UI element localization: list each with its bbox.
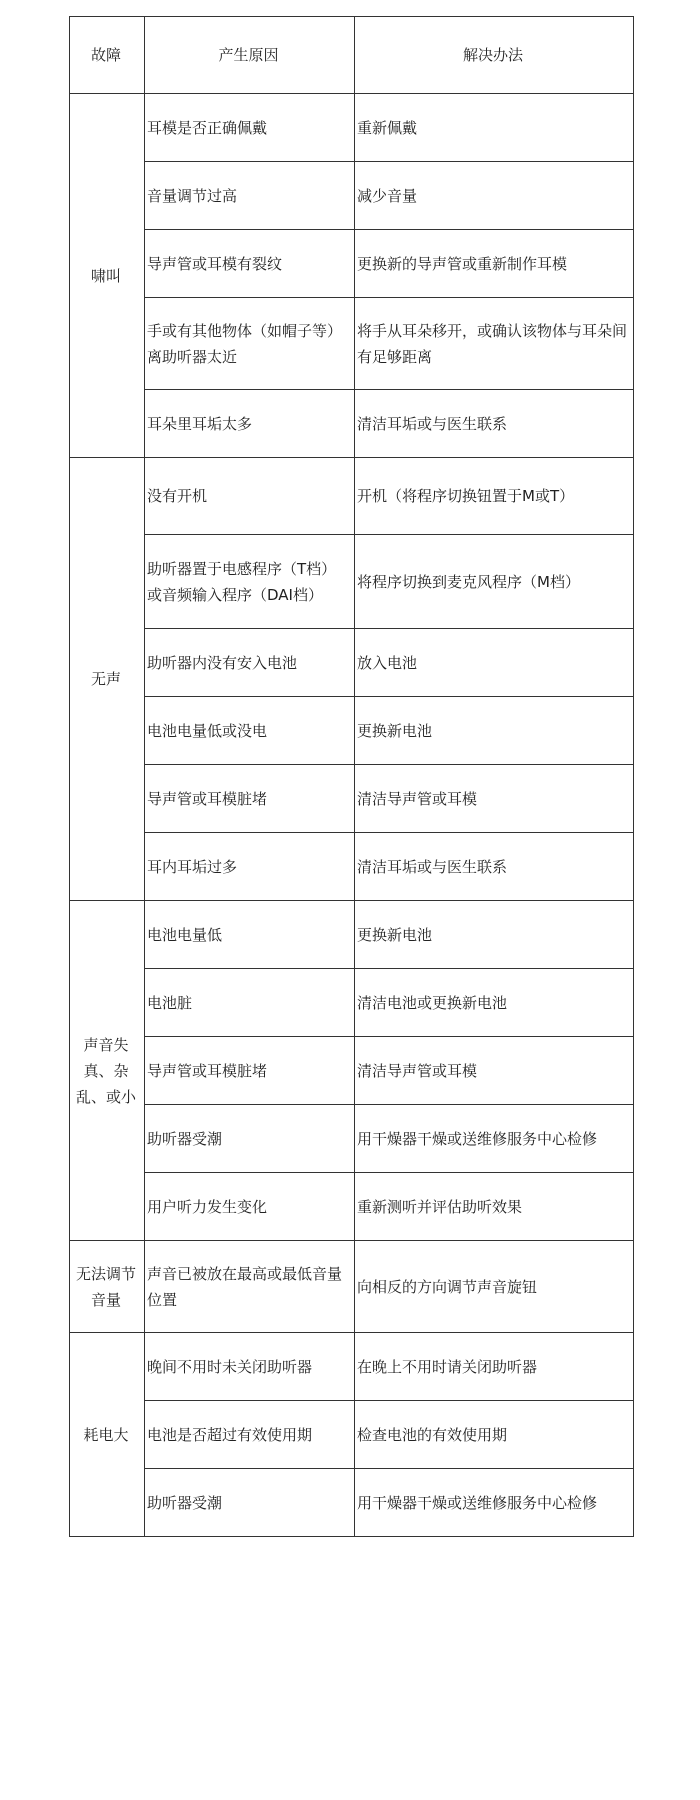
table-row (70, 765, 634, 833)
table-row (70, 901, 634, 969)
table-row (70, 230, 634, 298)
table-row (70, 969, 634, 1037)
solution-cell: 清洁电池或更换新电池 (355, 969, 634, 1037)
table-body (70, 94, 634, 1537)
table-row (70, 1333, 634, 1401)
cause-cell: 助听器受潮 (145, 1469, 355, 1537)
cause-cell: 导声管或耳模脏堵 (145, 1037, 355, 1105)
solution-cell: 用干燥器干燥或送维修服务中心检修 (355, 1105, 634, 1173)
solution-cell: 将程序切换到麦克风程序（M档） (355, 535, 634, 629)
cause-cell: 耳内耳垢过多 (145, 833, 355, 901)
header-row (70, 17, 634, 94)
table-row (70, 833, 634, 901)
cause-cell: 电池脏 (145, 969, 355, 1037)
fault-cell: 耗电大 (70, 1333, 145, 1537)
cause-cell: 助听器置于电感程序（T档）或音频输入程序（DAI档） (145, 535, 355, 629)
table-row (70, 1469, 634, 1537)
table-row (70, 1401, 634, 1469)
solution-cell: 清洁导声管或耳模 (355, 765, 634, 833)
table-row (70, 458, 634, 535)
cause-cell: 晚间不用时未关闭助听器 (145, 1333, 355, 1401)
table-row (70, 390, 634, 458)
cause-cell: 用户听力发生变化 (145, 1173, 355, 1241)
solution-cell: 清洁耳垢或与医生联系 (355, 833, 634, 901)
cause-cell: 导声管或耳模脏堵 (145, 765, 355, 833)
cause-cell: 耳模是否正确佩戴 (145, 94, 355, 162)
solution-cell: 清洁导声管或耳模 (355, 1037, 634, 1105)
fault-cell: 声音失真、杂乱、或小 (70, 901, 145, 1241)
solution-cell: 更换新电池 (355, 901, 634, 969)
table-row (70, 1105, 634, 1173)
table-row (70, 162, 634, 230)
cause-cell: 助听器受潮 (145, 1105, 355, 1173)
fault-cell: 啸叫 (70, 94, 145, 458)
cause-cell: 电池是否超过有效使用期 (145, 1401, 355, 1469)
cause-cell: 助听器内没有安入电池 (145, 629, 355, 697)
cause-cell: 声音已被放在最高或最低音量位置 (145, 1241, 355, 1333)
table-row (70, 697, 634, 765)
solution-cell: 将手从耳朵移开，或确认该物体与耳朵间有足够距离 (355, 298, 634, 390)
troubleshooting-table (69, 16, 634, 1537)
cause-cell: 耳朵里耳垢太多 (145, 390, 355, 458)
cause-cell: 音量调节过高 (145, 162, 355, 230)
table-row (70, 629, 634, 697)
solution-cell: 开机（将程序切换钮置于M或T） (355, 458, 634, 535)
table-row (70, 94, 634, 162)
fault-cell: 无声 (70, 458, 145, 901)
solution-cell: 更换新电池 (355, 697, 634, 765)
table-row (70, 535, 634, 629)
solution-cell: 减少音量 (355, 162, 634, 230)
table-row (70, 298, 634, 390)
cause-cell: 电池电量低或没电 (145, 697, 355, 765)
fault-cell: 无法调节音量 (70, 1241, 145, 1333)
solution-cell: 用干燥器干燥或送维修服务中心检修 (355, 1469, 634, 1537)
solution-cell: 重新佩戴 (355, 94, 634, 162)
cause-cell: 电池电量低 (145, 901, 355, 969)
solution-cell: 放入电池 (355, 629, 634, 697)
table-row (70, 1037, 634, 1105)
table-row (70, 1241, 634, 1333)
table-row (70, 1173, 634, 1241)
solution-cell: 向相反的方向调节声音旋钮 (355, 1241, 634, 1333)
solution-cell: 更换新的导声管或重新制作耳模 (355, 230, 634, 298)
solution-cell: 重新测听并评估助听效果 (355, 1173, 634, 1241)
cause-cell: 导声管或耳模有裂纹 (145, 230, 355, 298)
header-solution: 解决办法 (355, 17, 634, 94)
solution-cell: 清洁耳垢或与医生联系 (355, 390, 634, 458)
solution-cell: 在晚上不用时请关闭助听器 (355, 1333, 634, 1401)
solution-cell: 检查电池的有效使用期 (355, 1401, 634, 1469)
header-cause: 产生原因 (145, 17, 355, 94)
header-fault: 故障 (70, 17, 145, 94)
cause-cell: 没有开机 (145, 458, 355, 535)
cause-cell: 手或有其他物体（如帽子等）离助听器太近 (145, 298, 355, 390)
